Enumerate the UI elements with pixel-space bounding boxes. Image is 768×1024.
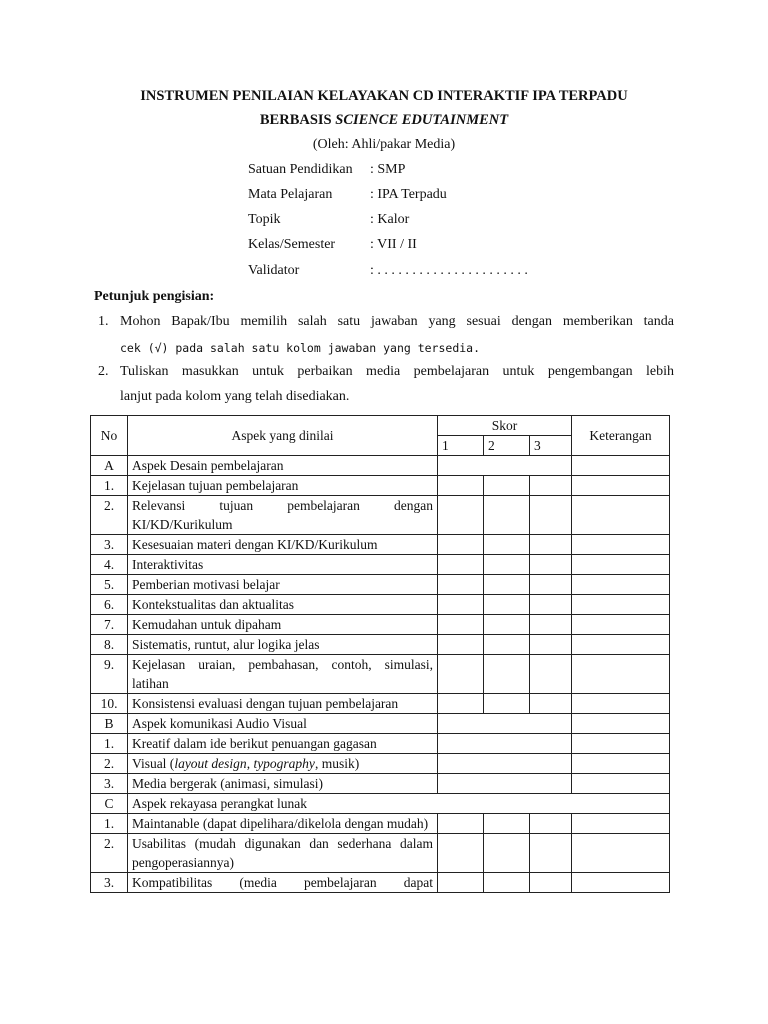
keterangan-cell[interactable] xyxy=(572,476,670,496)
keterangan-cell[interactable] xyxy=(572,615,670,635)
row-aspek: Kemudahan untuk dipaham xyxy=(128,615,438,635)
instruction-line: Tuliskan masukkan untuk perbaikan media pembelajaran untuk pengembangan lebih xyxy=(120,364,674,379)
assessment-table xyxy=(90,415,670,893)
score-cell-2[interactable] xyxy=(484,476,530,496)
score-cell-1[interactable] xyxy=(438,655,484,694)
header-skor: Skor xyxy=(438,416,572,436)
row-number: 1. xyxy=(91,476,128,496)
header-aspek: Aspek yang dinilai xyxy=(128,416,438,456)
score-cell-1[interactable] xyxy=(438,694,484,714)
aspek-text-part: , xyxy=(246,756,254,771)
row-number: 1. xyxy=(91,814,128,834)
meta-label: Mata Pelajaran xyxy=(248,187,333,202)
row-number: 2. xyxy=(91,834,128,873)
section-code: C xyxy=(91,794,128,814)
section-row-a xyxy=(91,456,670,476)
row-number: 3. xyxy=(91,873,128,893)
keterangan-cell[interactable] xyxy=(572,535,670,555)
table-row xyxy=(91,555,670,575)
title-italic: SCIENCE EDUTAINMENT xyxy=(335,112,509,128)
row-aspek: Kesesuaian materi dengan KI/KD/Kurikulum xyxy=(128,535,438,555)
aspek-text-part: Visual ( xyxy=(132,756,175,771)
section-title: Aspek komunikasi Audio Visual xyxy=(128,714,438,734)
row-number: 10. xyxy=(91,694,128,714)
aspek-text-part: , musik) xyxy=(314,756,360,771)
score-cell-3[interactable] xyxy=(530,575,572,595)
keterangan-cell[interactable] xyxy=(572,555,670,575)
instruction-number: 1. xyxy=(98,314,109,329)
row-aspek: Pemberian motivasi belajar xyxy=(128,575,438,595)
header-keterangan: Keterangan xyxy=(572,416,670,456)
row-number: 2. xyxy=(91,496,128,535)
score-cell-2[interactable] xyxy=(484,555,530,575)
meta-value: : SMP xyxy=(370,162,406,177)
section-row-b xyxy=(91,714,670,734)
meta-label: Validator xyxy=(248,263,300,278)
document-title-line-1: INSTRUMEN PENILAIAN KELAYAKAN CD INTERAKTIF IPA TERPADU xyxy=(140,88,628,104)
header-no: No xyxy=(91,416,128,456)
header-skor-3: 3 xyxy=(530,436,572,456)
score-cell-1[interactable] xyxy=(438,873,484,893)
score-cell-3[interactable] xyxy=(530,635,572,655)
instructions-heading: Petunjuk pengisian: xyxy=(94,289,215,304)
score-cell-2[interactable] xyxy=(484,575,530,595)
score-cell-merged xyxy=(438,714,572,734)
row-number: 6. xyxy=(91,595,128,615)
keterangan-cell xyxy=(572,456,670,476)
meta-value: : . . . . . . . . . . . . . . . . . . . . . . xyxy=(370,263,528,278)
table-row xyxy=(91,476,670,496)
score-cell-merged[interactable] xyxy=(438,754,572,774)
meta-label: Satuan Pendidikan xyxy=(248,162,353,177)
score-cell-3[interactable] xyxy=(530,496,572,535)
table-row xyxy=(91,595,670,615)
section-code: A xyxy=(91,456,128,476)
aspek-text-italic: typography xyxy=(253,756,315,771)
keterangan-cell xyxy=(572,714,670,734)
section-title: Aspek Desain pembelajaran xyxy=(128,456,438,476)
keterangan-cell[interactable] xyxy=(572,496,670,535)
keterangan-cell[interactable] xyxy=(572,694,670,714)
table-row xyxy=(91,834,670,873)
row-aspek: Usabilitas (mudah digunakan dan sederhana dalam pengoperasiannya) xyxy=(128,834,438,873)
keterangan-cell[interactable] xyxy=(572,595,670,615)
table-row xyxy=(91,615,670,635)
score-cell-merged[interactable] xyxy=(438,774,572,794)
table-row xyxy=(91,734,670,754)
keterangan-cell[interactable] xyxy=(572,814,670,834)
row-aspek: Interaktivitas xyxy=(128,555,438,575)
row-number: 3. xyxy=(91,535,128,555)
row-aspek: Kejelasan tujuan pembelajaran xyxy=(128,476,438,496)
document-subtitle: (Oleh: Ahli/pakar Media) xyxy=(312,137,456,152)
score-cell-3[interactable] xyxy=(530,555,572,575)
row-aspek xyxy=(128,754,438,774)
document-title-line-2 xyxy=(0,112,768,129)
instruction-line: Mohon Bapak/Ibu memilih salah satu jawaban yang sesuai dengan memberikan tanda xyxy=(120,314,674,329)
table-row xyxy=(91,535,670,555)
score-cell-3[interactable] xyxy=(530,476,572,496)
score-cell-2[interactable] xyxy=(484,694,530,714)
row-number: 5. xyxy=(91,575,128,595)
keterangan-cell[interactable] xyxy=(572,575,670,595)
header-skor-1: 1 xyxy=(438,436,484,456)
table-row xyxy=(91,496,670,535)
row-number: 2. xyxy=(91,754,128,774)
row-aspek: Media bergerak (animasi, simulasi) xyxy=(128,774,438,794)
score-cell-3[interactable] xyxy=(530,694,572,714)
keterangan-cell[interactable] xyxy=(572,734,670,754)
keterangan-cell[interactable] xyxy=(572,873,670,893)
title-prefix: BERBASIS xyxy=(259,112,336,128)
score-cell-1[interactable] xyxy=(438,834,484,873)
aspek-text-italic: layout design xyxy=(174,756,247,771)
row-aspek: Maintanable (dapat dipelihara/dikelola dengan mudah) xyxy=(128,814,438,834)
meta-value: : IPA Terpadu xyxy=(370,187,447,202)
score-cell-2[interactable] xyxy=(484,496,530,535)
score-cell-1[interactable] xyxy=(438,814,484,834)
score-cell-merged xyxy=(438,456,572,476)
row-number: 4. xyxy=(91,555,128,575)
score-cell-2[interactable] xyxy=(484,595,530,615)
row-number: 7. xyxy=(91,615,128,635)
score-cell-1[interactable] xyxy=(438,615,484,635)
score-cell-3[interactable] xyxy=(530,595,572,615)
table-row xyxy=(91,754,670,774)
row-number: 1. xyxy=(91,734,128,754)
instruction-number: 2. xyxy=(98,364,109,379)
section-code: B xyxy=(91,714,128,734)
table-row xyxy=(91,774,670,794)
score-cell-2[interactable] xyxy=(484,535,530,555)
score-cell-3[interactable] xyxy=(530,834,572,873)
table-row xyxy=(91,635,670,655)
table-row xyxy=(91,575,670,595)
meta-label: Topik xyxy=(248,212,281,227)
score-cell-1[interactable] xyxy=(438,535,484,555)
instruction-line: cek (√) pada salah satu kolom jawaban yang tersedia. xyxy=(120,341,481,355)
section-row-c xyxy=(91,794,670,814)
row-aspek: Konsistensi evaluasi dengan tujuan pembelajaran xyxy=(128,694,438,714)
score-cell-3[interactable] xyxy=(530,615,572,635)
score-cell-1[interactable] xyxy=(438,496,484,535)
score-cell-1[interactable] xyxy=(438,555,484,575)
row-aspek: Kompatibilitas (media pembelajaran dapat xyxy=(128,873,438,893)
keterangan-cell[interactable] xyxy=(572,754,670,774)
section-title: Aspek rekayasa perangkat lunak xyxy=(128,794,670,814)
row-aspek: Kejelasan uraian, pembahasan, contoh, simulasi, latihan xyxy=(128,655,438,694)
meta-value: : Kalor xyxy=(370,212,410,227)
score-cell-3[interactable] xyxy=(530,535,572,555)
row-aspek: Kreatif dalam ide berikut penuangan gagasan xyxy=(128,734,438,754)
row-aspek: Sistematis, runtut, alur logika jelas xyxy=(128,635,438,655)
score-cell-2[interactable] xyxy=(484,635,530,655)
keterangan-cell[interactable] xyxy=(572,655,670,694)
score-cell-2[interactable] xyxy=(484,873,530,893)
score-cell-1[interactable] xyxy=(438,575,484,595)
score-cell-merged[interactable] xyxy=(438,734,572,754)
table-row xyxy=(91,814,670,834)
row-number: 9. xyxy=(91,655,128,694)
score-cell-3[interactable] xyxy=(530,814,572,834)
row-number: 8. xyxy=(91,635,128,655)
score-cell-2[interactable] xyxy=(484,814,530,834)
keterangan-cell[interactable] xyxy=(572,834,670,873)
row-aspek: Kontekstualitas dan aktualitas xyxy=(128,595,438,615)
header-skor-2: 2 xyxy=(484,436,530,456)
keterangan-cell[interactable] xyxy=(572,774,670,794)
meta-value: : VII / II xyxy=(370,237,417,252)
score-cell-2[interactable] xyxy=(484,615,530,635)
row-aspek: Relevansi tujuan pembelajaran dengan KI/KD/Kurikulum xyxy=(128,496,438,535)
score-cell-1[interactable] xyxy=(438,476,484,496)
instruction-line: lanjut pada kolom yang telah disediakan. xyxy=(120,389,350,404)
table-row xyxy=(91,655,670,694)
row-number: 3. xyxy=(91,774,128,794)
meta-label: Kelas/Semester xyxy=(248,237,336,252)
score-cell-3[interactable] xyxy=(530,873,572,893)
keterangan-cell[interactable] xyxy=(572,635,670,655)
score-cell-1[interactable] xyxy=(438,595,484,615)
table-row xyxy=(91,694,670,714)
score-cell-2[interactable] xyxy=(484,834,530,873)
score-cell-2[interactable] xyxy=(484,655,530,694)
table-row xyxy=(91,873,670,893)
score-cell-1[interactable] xyxy=(438,635,484,655)
score-cell-3[interactable] xyxy=(530,655,572,694)
